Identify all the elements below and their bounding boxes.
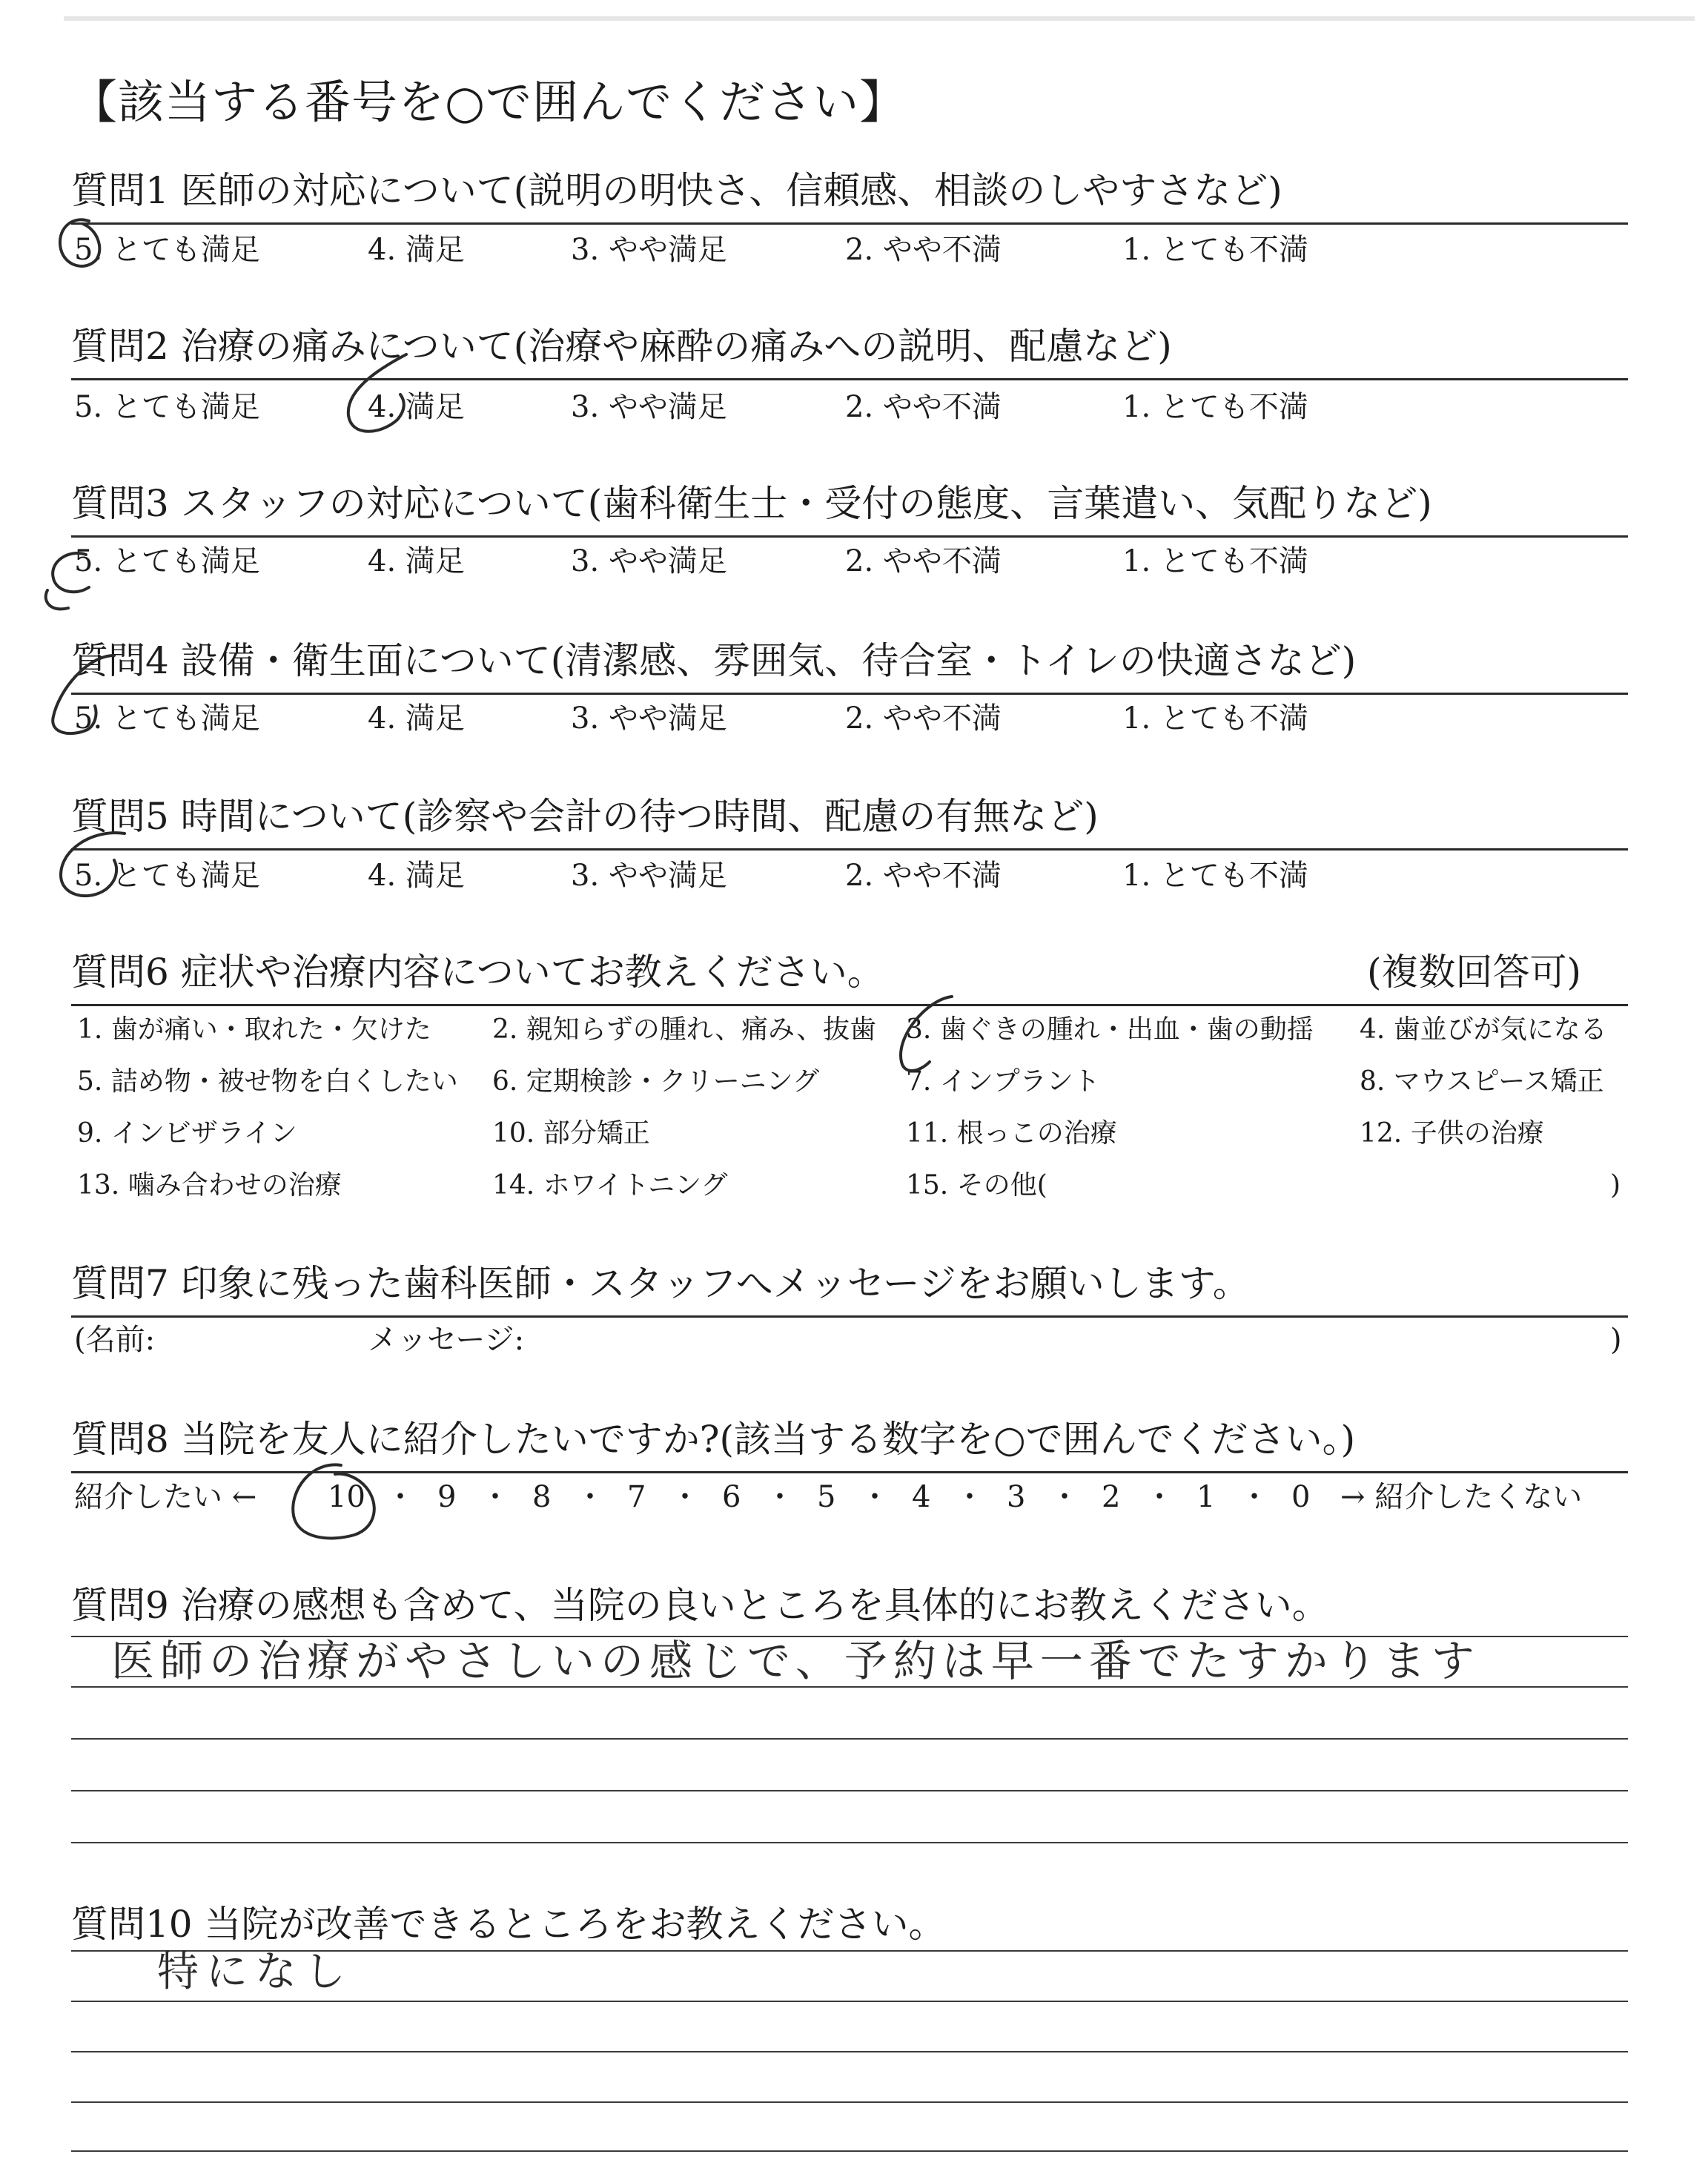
q8-dot: ・ <box>575 1480 605 1514</box>
q3-option-3[interactable]: 3. やや満足 <box>571 544 727 578</box>
question-2-label: 質問2 治療の痛みについて(治療や麻酔の痛みへの説明、配慮など) <box>71 325 1172 368</box>
q8-score-3[interactable]: 3 <box>1007 1480 1026 1514</box>
q8-dot: ・ <box>480 1480 510 1514</box>
q6-option-2[interactable]: 2. 親知らずの腫れ、痛み、抜歯 <box>492 1014 877 1045</box>
q8-selection-circle <box>293 1464 374 1538</box>
q6-option-15-close: ) <box>1610 1170 1621 1200</box>
q9-handwritten-answer[interactable]: 医師の治療がやさしいの感じで、予約は早一番でたすかります <box>111 1636 1480 1686</box>
question-3-label: 質問3 スタッフの対応について(歯科衛生士・受付の態度、言葉遣い、気配りなど) <box>71 482 1432 525</box>
q8-score-5[interactable]: 5 <box>817 1480 836 1514</box>
q8-dot: ・ <box>860 1480 890 1514</box>
page-title: 【該当する番号を○で囲んでください】 <box>71 75 907 129</box>
q1-selection-circle <box>60 219 99 266</box>
q8-score-1[interactable]: 1 <box>1196 1480 1216 1514</box>
q1-option-2[interactable]: 2. やや不満 <box>845 233 1002 267</box>
q8-score-7[interactable]: 7 <box>627 1480 646 1514</box>
question-6-label: 質問6 症状や治療内容についてお教えください。 <box>71 951 884 994</box>
q8-dot: ・ <box>765 1480 795 1514</box>
q7-close-paren: ) <box>1610 1323 1622 1357</box>
q3-option-5[interactable]: 5. とても満足 <box>74 544 260 578</box>
q6-option-5[interactable]: 5. 詰め物・被せ物を白くしたい <box>77 1066 458 1097</box>
q6-option-14[interactable]: 14. ホワイトニング <box>492 1170 728 1200</box>
question-8-label: 質問8 当院を友人に紹介したいですか?(該当する数字を○で囲んでください。) <box>71 1418 1356 1461</box>
q2-selection-circle <box>348 354 406 432</box>
q6-option-15[interactable]: 15. その他( <box>906 1170 1047 1200</box>
q5-selection-circle <box>61 833 125 896</box>
q8-score-4[interactable]: 4 <box>912 1480 931 1514</box>
q4-option-1[interactable]: 1. とても不満 <box>1122 701 1308 736</box>
q4-option-5[interactable]: 5. とても満足 <box>74 701 260 736</box>
q5-option-3[interactable]: 3. やや満足 <box>571 859 727 893</box>
q8-score-6[interactable]: 6 <box>722 1480 741 1514</box>
q4-option-3[interactable]: 3. やや満足 <box>571 701 727 736</box>
q8-dot: ・ <box>1050 1480 1079 1514</box>
q6-option-6[interactable]: 6. 定期検診・クリーニング <box>492 1066 820 1097</box>
q2-option-2[interactable]: 2. やや不満 <box>845 390 1002 424</box>
q1-option-4[interactable]: 4. 満足 <box>368 233 465 267</box>
q7-message-label: メッセージ: <box>368 1323 525 1357</box>
q6-option-11[interactable]: 11. 根っこの治療 <box>906 1118 1117 1149</box>
q3-option-2[interactable]: 2. やや不満 <box>845 544 1002 578</box>
q3-option-1[interactable]: 1. とても不満 <box>1122 544 1308 578</box>
q4-option-2[interactable]: 2. やや不満 <box>845 701 1002 736</box>
q3-option-4[interactable]: 4. 満足 <box>368 544 465 578</box>
q10-handwritten-answer[interactable]: 特になし <box>157 1948 353 1996</box>
q8-right-label: → 紹介したくない <box>1340 1480 1583 1514</box>
question-1-label: 質問1 医師の対応について(説明の明快さ、信頼感、相談のしやすさなど) <box>71 169 1282 212</box>
q6-option-7[interactable]: 7. インプラント <box>906 1066 1100 1097</box>
q4-selection-circle <box>53 655 114 733</box>
question-10-label: 質問10 当院が改善できるところをお教えください。 <box>71 1903 946 1946</box>
q8-dot: ・ <box>955 1480 984 1514</box>
q2-option-3[interactable]: 3. やや満足 <box>571 390 727 424</box>
q2-option-5[interactable]: 5. とても満足 <box>74 390 260 424</box>
q6-option-13[interactable]: 13. 噛み合わせの治療 <box>77 1170 342 1200</box>
question-7-label: 質問7 印象に残った歯科医師・スタッフへメッセージをお願いします。 <box>71 1262 1250 1305</box>
q8-score-8[interactable]: 8 <box>532 1480 552 1514</box>
q1-option-5[interactable]: 5. とても満足 <box>74 233 260 267</box>
q3-selection-mark <box>46 553 89 609</box>
q6-selection-circle <box>901 997 952 1071</box>
q6-option-10[interactable]: 10. 部分矯正 <box>492 1118 650 1149</box>
question-4-label: 質問4 設備・衛生面について(清潔感、雰囲気、待合室・トイレの快適さなど) <box>71 639 1357 682</box>
q8-score-10[interactable]: 10 <box>328 1480 365 1514</box>
question-5-label: 質問5 時間について(診察や会計の待つ時間、配慮の有無など) <box>71 795 1099 838</box>
q8-dot: ・ <box>1145 1480 1174 1514</box>
q5-option-5[interactable]: 5. とても満足 <box>74 859 260 893</box>
q6-option-12[interactable]: 12. 子供の治療 <box>1360 1118 1544 1149</box>
q4-option-4[interactable]: 4. 満足 <box>368 701 465 736</box>
question-6-note: (複数回答可) <box>1367 951 1582 994</box>
q5-option-2[interactable]: 2. やや不満 <box>845 859 1002 893</box>
q6-option-8[interactable]: 8. マウスピース矯正 <box>1360 1066 1604 1097</box>
q8-dot: ・ <box>670 1480 700 1514</box>
q8-score-0[interactable]: 0 <box>1291 1480 1311 1514</box>
q1-option-3[interactable]: 3. やや満足 <box>571 233 727 267</box>
q8-dot: ・ <box>1239 1480 1269 1514</box>
q5-option-4[interactable]: 4. 満足 <box>368 859 465 893</box>
q8-left-label: 紹介したい ← <box>74 1480 257 1514</box>
q6-option-9[interactable]: 9. インビザライン <box>77 1118 297 1149</box>
q8-dot: ・ <box>385 1480 415 1514</box>
q6-option-3[interactable]: 3. 歯ぐきの腫れ・出血・歯の動揺 <box>906 1014 1314 1045</box>
q2-option-4[interactable]: 4. 満足 <box>368 390 465 424</box>
q8-score-2[interactable]: 2 <box>1102 1480 1121 1514</box>
q6-option-4[interactable]: 4. 歯並びが気になる <box>1360 1014 1607 1045</box>
q6-option-1[interactable]: 1. 歯が痛い・取れた・欠けた <box>77 1014 431 1045</box>
q7-name-label: (名前: <box>74 1323 156 1357</box>
q1-option-1[interactable]: 1. とても不満 <box>1122 233 1308 267</box>
q2-option-1[interactable]: 1. とても不満 <box>1122 390 1308 424</box>
question-9-label: 質問9 治療の感想も含めて、当院の良いところを具体的にお教えください。 <box>71 1584 1329 1627</box>
q8-score-9[interactable]: 9 <box>437 1480 457 1514</box>
q5-option-1[interactable]: 1. とても不満 <box>1122 859 1308 893</box>
